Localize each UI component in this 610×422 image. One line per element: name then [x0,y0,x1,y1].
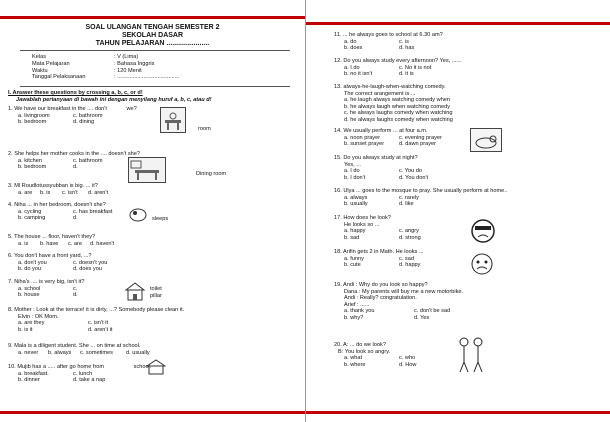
top-accent-bar [0,16,305,19]
option[interactable]: c. sad [399,255,414,262]
divider [20,86,290,87]
option[interactable]: a. breakfast. [18,370,49,377]
option[interactable]: d. [73,215,78,222]
question-5: 5. The house ... floor, haven't they? a. is b. have c. are d. haven't [8,234,120,247]
house-picture [124,281,146,301]
question-12: 12. Do you always study every afternoon? Yes, ...... a. I do c. No it is not b. no it isn't d. it is [334,58,462,78]
question-18: 18. Arifin gets 2 in Math. He looks ... a. funny c. sad b. cute d. happy [334,249,459,269]
option[interactable]: a. what [344,355,363,362]
option[interactable]: d. You don't [399,174,429,181]
q4-option-d-text: sleeps [152,216,169,222]
question-1: 1. We have our breakfast in the .... don't we? a. livingroom c. bathroom b. bedroom d. dining [8,106,137,126]
option[interactable]: a. are [18,189,33,196]
question-9: 9. Mala is a diligent student. She ... on time at school. a. never b. always c. sometimes d. usually [8,343,156,356]
option[interactable]: c. bathroom [73,112,103,119]
option[interactable]: b. no it isn't [344,71,373,78]
question-6: 6. You don't have a front yard, ...? a. don't you c. doesn't you b. do you d. does you [8,253,128,273]
option[interactable]: b. usually [344,201,368,208]
option[interactable]: b. cute [344,262,361,269]
option[interactable]: c. is [399,38,409,45]
option[interactable]: b. dinner [18,377,40,384]
option[interactable]: d. [73,164,78,171]
bottom-accent-bar [0,411,305,414]
option[interactable]: a. he laugh always watching comedy when [344,97,451,104]
info-block: Kelas : V (Lima) Mata Pelajaran : Bahasa Inggris Waktu : 120 Menit Tanggal Pelaksanaan : ........................................ [32,54,180,81]
option[interactable]: d. haven't [90,240,115,247]
page-right [306,0,610,422]
option[interactable]: a. funny [344,255,364,262]
option[interactable]: c. evening prayer [399,134,442,141]
option[interactable]: b. camping [18,215,46,222]
option[interactable]: d. dawn prayer [399,141,437,148]
option[interactable]: a. kitchen [18,157,42,164]
option[interactable]: c. rarely [399,194,419,201]
option[interactable]: d. like [399,201,414,208]
sleeping-person-picture [128,205,148,223]
question-2: 2. She helps her mother cooks in the .... doesn't she? a. kitchen c. bathroom b. bedroom d. [8,151,140,171]
question-14: 14. We usually perform ... at four a.m. a. noon prayer c. evening prayer b. sunset prayer d. dawn prayer [334,128,464,148]
option[interactable]: d. Yes [414,314,430,321]
option[interactable]: c. he always laughs comedy when watching [344,110,453,117]
option[interactable]: c. bathroom [73,157,103,164]
dining-room-picture [160,107,186,133]
question-10: 10. Mujib has a ..... after go home from school. a. breakfast. c. lunch b. dinner d. take a nap [8,364,152,384]
title-line-1: SOAL ULANGAN TENGAH SEMESTER 2 [85,24,220,31]
option[interactable]: d. it is [399,71,414,78]
option[interactable]: d. strong [399,234,421,241]
option[interactable]: c. angry [399,228,419,235]
school-picture [146,359,166,375]
option[interactable]: a. I do [344,168,360,175]
option[interactable]: a. livingroom [18,112,50,119]
option[interactable]: b. sad [344,234,360,241]
option[interactable]: c. No it is not [399,64,432,71]
option[interactable]: d. has [399,45,415,52]
title-line-2: SEKOLAH DASAR [121,32,184,39]
option[interactable]: b. he always laugh when watching comedy [344,103,451,110]
option[interactable]: b. is [40,189,51,196]
option[interactable]: b. is it [18,326,33,333]
option[interactable]: b. sunset prayer [344,141,385,148]
option[interactable]: b. where [344,361,366,368]
instructions: I. Answer these questions by crossing a, b, c, or d! Jawablah pertanyaan di bawah ini dengan menyilang huruf a, b, c, atau d! [8,90,212,103]
option[interactable]: b. I don't [344,174,366,181]
option[interactable]: a. never [18,349,39,356]
option[interactable]: a. thank you [344,308,375,315]
option[interactable]: a. noon prayer [344,134,381,141]
option[interactable]: c. You do [399,168,423,175]
option[interactable]: a. always [344,194,368,201]
question-15: 15. Do you always study at night? Yes, ... a. I do c. You do b. I don't d. You don't [334,155,459,181]
option[interactable]: c. who [399,355,416,362]
option[interactable]: b. always [48,349,72,356]
option[interactable]: b. have [40,240,59,247]
dining-room-picture [128,157,166,183]
option[interactable]: d. [73,292,78,299]
angry-face-picture [470,218,496,244]
option[interactable]: d. take a nap [73,377,106,384]
option[interactable]: d. dining [73,119,95,126]
option[interactable]: a. happy [344,228,366,235]
option[interactable]: b. bedroom [18,119,47,126]
question-11: 11. ... he always goes to school at 6.30 am? a. do c. is b. does d. has [334,32,459,52]
option[interactable]: c. [73,285,78,292]
sad-face-picture [470,252,494,276]
option[interactable]: a. cycling [18,208,42,215]
angry-people-picture [456,336,486,374]
option[interactable]: a. is [18,240,29,247]
option[interactable]: c. don't be sad [414,308,451,315]
option[interactable]: c. isn't it [88,320,109,327]
option[interactable]: c. isn't [62,189,78,196]
question-17: 17. How does he look? He looks so ... a. happy c. angry b. sad d. strong [334,215,459,241]
option[interactable]: a. do [344,38,357,45]
question-13: 13. always-he-laugh-when-watching comedy. The correct arangement is ... a. he laugh always watching comedy when b. he always laugh when watching comedy c. he always laughs comedy when watching d. he always laughs comedy when watching [334,84,453,123]
top-accent-bar [306,22,610,25]
option[interactable]: d. aren't [88,189,109,196]
option[interactable]: d. aren't it [88,326,113,333]
option[interactable]: d. does you [73,266,102,273]
option[interactable]: c. sometimes [80,349,113,356]
question-3: 3. Ml Roudlotussyubban is big. ... it? a. are b. is c. isn't d. aren't [8,183,118,196]
option[interactable]: c. doesn't you [73,259,108,266]
question-19: 19. Andi : Why do you look so happy? Dana : My parents will buy me a new motorbike. Andi : Really? congratulation. Arief : ...... a. thank you c. don't be sad b. why? d. Yes [334,282,484,322]
prayer-picture [470,128,502,152]
q1-option-d-text: room [198,126,211,132]
question-7: 7. Niha's .... is very big, isn't it? a. school c. b. house d. [8,279,128,299]
bottom-accent-bar [306,411,610,414]
option[interactable]: d. he always laughs comedy when watching [344,116,453,123]
option[interactable]: d. happy [399,262,421,269]
option[interactable]: b. house [18,292,40,299]
option[interactable]: d. usually [126,349,150,356]
question-8: 8. Mother : Look at the terrace! it is dirty, ...? Somebody please clean it. Elvin : OK Mom. a. are they c. isn't it b. is it d. aren't it [8,307,185,333]
option[interactable]: c. lunch [73,370,93,377]
question-20: 20. A: ... do we look? B: You look so angry. a. what c. who b. where d. How [334,342,459,368]
q7-option-c-text: toilet [150,286,162,292]
divider [20,50,290,51]
q2-option-d-text: Dining room [196,171,227,177]
option[interactable]: a. are they [18,320,45,327]
option[interactable]: c. has breakfast [73,208,113,215]
option[interactable]: a. school [18,285,41,292]
option[interactable]: b. bedroom [18,164,47,171]
title-line-3: TAHUN PELAJARAN ...................... [95,40,210,47]
q7-option-d-text: pillar [150,293,162,299]
question-4: 4. Niha ... in her bedroom, doesn't she? a. cycling c. has breakfast b. camping d. [8,202,143,222]
question-16: 16. Ulya ... goes to the mosque to pray. She usually perform at home.. a. always c. rarely b. usually d. like [334,188,508,208]
option[interactable]: d. How [399,361,417,368]
option[interactable]: c. are [68,240,82,247]
option[interactable]: a. I do [344,64,360,71]
option[interactable]: a. don't you [18,259,47,266]
option[interactable]: b. do you [18,266,42,273]
option[interactable]: b. why? [344,314,364,321]
option[interactable]: b. does [344,45,363,52]
